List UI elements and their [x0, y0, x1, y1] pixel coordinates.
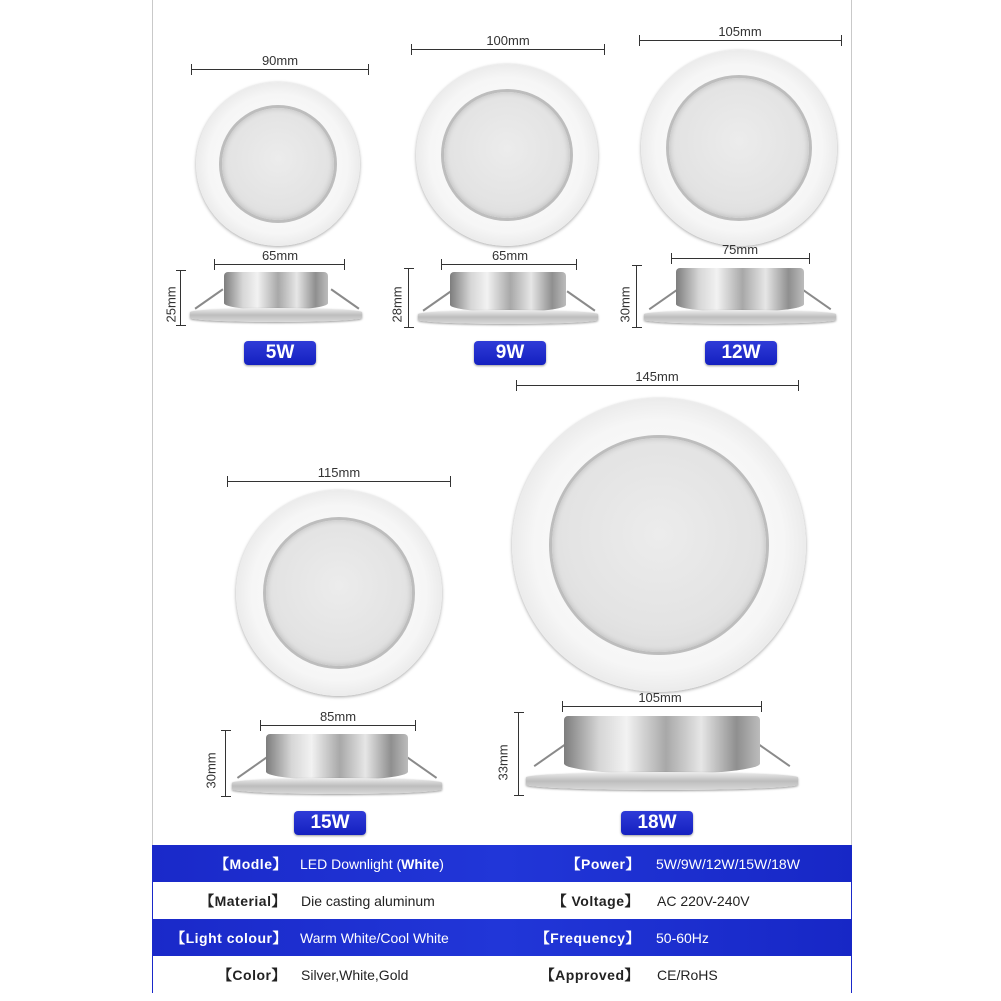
- spec-value-voltage: AC 220V-240V: [657, 892, 750, 909]
- downlight-front-9w: [416, 64, 598, 246]
- spec-row-light-colour: [152, 919, 852, 956]
- height-dim-line: [408, 268, 409, 328]
- power-badge-15w: 15W: [294, 811, 366, 835]
- outer-dim-line: [191, 69, 369, 70]
- can-body: [564, 716, 760, 774]
- outer-dim-label: 105mm: [718, 24, 762, 39]
- power-badge-9w: 9W: [474, 341, 546, 365]
- spring-clip: [405, 755, 437, 778]
- flange: [418, 310, 598, 324]
- spring-clip: [567, 290, 596, 311]
- height-dim-label: 25mm: [163, 286, 179, 323]
- lens: [444, 92, 570, 218]
- can-body: [676, 268, 804, 312]
- spec-value-model: [300, 856, 444, 872]
- cutout-dim-label: 85mm: [319, 709, 357, 724]
- spec-value-color: Silver,White,Gold: [301, 966, 409, 983]
- outer-dim-label: 115mm: [317, 465, 361, 480]
- spec-value-model-text: LED Downlight (: [300, 855, 402, 872]
- cutout-dim-label: 65mm: [491, 248, 529, 263]
- spec-row-material: [152, 882, 852, 919]
- height-dim-line: [180, 270, 181, 326]
- can-body: [266, 734, 408, 780]
- lens: [669, 78, 809, 218]
- spec-row-color: [152, 956, 852, 993]
- spec-value-frequency: 50-60Hz: [656, 929, 709, 946]
- spec-row-model: [152, 845, 852, 882]
- downlight-side-15w: [230, 730, 444, 800]
- height-dim-line: [225, 730, 226, 797]
- spring-clip: [331, 288, 360, 309]
- outer-dim-line: [227, 481, 451, 482]
- spring-clip: [423, 290, 452, 311]
- flange: [190, 308, 362, 322]
- spec-value-model-close: ): [439, 855, 444, 872]
- can-body: [450, 272, 566, 312]
- cutout-dim-label: 75mm: [721, 242, 759, 257]
- spec-key-light-colour: 【Light colour】: [171, 929, 287, 946]
- spec-value-model-color: White: [401, 855, 440, 872]
- spec-key-voltage: 【 Voltage】: [552, 892, 639, 909]
- lens: [266, 520, 412, 666]
- spec-table: [152, 845, 852, 993]
- cutout-dim-line: [562, 706, 762, 707]
- height-dim-line: [636, 265, 637, 328]
- frame-line-left: [152, 0, 153, 845]
- height-dim-line: [518, 712, 519, 796]
- flange: [526, 772, 798, 790]
- spec-key-model: 【Modle】: [215, 855, 287, 872]
- outer-dim-label: 145mm: [635, 369, 679, 384]
- can-body: [224, 272, 328, 310]
- spring-clip: [649, 288, 680, 310]
- power-badge-18w: 18W: [621, 811, 693, 835]
- cutout-dim-line: [260, 725, 416, 726]
- cutout-dim-line: [214, 264, 345, 265]
- downlight-front-15w: [236, 490, 442, 696]
- flange: [644, 310, 836, 324]
- power-badge-12w: 12W: [705, 341, 777, 365]
- power-badge-5w: 5W: [244, 341, 316, 365]
- spec-key-approved: 【Approved】: [540, 966, 639, 983]
- spec-value-light-colour: Warm White/Cool White: [300, 929, 449, 946]
- frame-line-right: [851, 0, 852, 845]
- spec-value-power: 5W/9W/12W/15W/18W: [656, 855, 800, 872]
- height-dim-label: 30mm: [203, 752, 219, 789]
- downlight-front-5w: [196, 82, 360, 246]
- cutout-dim-label: 65mm: [261, 248, 299, 263]
- height-dim-label: 30mm: [617, 286, 633, 323]
- outer-dim-line: [411, 49, 605, 50]
- outer-dim-line: [516, 385, 799, 386]
- outer-dim-line: [639, 40, 842, 41]
- lens: [552, 438, 766, 652]
- outer-dim-label: 90mm: [261, 53, 299, 68]
- downlight-side-5w: [186, 268, 366, 328]
- cutout-dim-line: [441, 264, 577, 265]
- downlight-front-12w: [641, 50, 837, 246]
- spec-value-approved: CE/RoHS: [657, 966, 718, 983]
- downlight-side-9w: [414, 268, 602, 330]
- downlight-side-12w: [642, 264, 838, 330]
- cutout-dim-line: [671, 258, 810, 259]
- flange: [232, 778, 442, 794]
- spring-clip: [801, 288, 832, 310]
- spec-key-material: 【Material】: [200, 892, 286, 909]
- spec-key-power: 【Power】: [566, 855, 640, 872]
- height-dim-label: 33mm: [495, 744, 511, 781]
- spec-key-frequency: 【Frequency】: [535, 929, 640, 946]
- downlight-front-18w: [512, 398, 806, 692]
- outer-dim-label: 100mm: [486, 33, 530, 48]
- height-dim-label: 28mm: [389, 286, 405, 323]
- spec-value-material: Die casting aluminum: [301, 892, 435, 909]
- spring-clip: [237, 755, 269, 778]
- cutout-dim-label: 105mm: [638, 690, 682, 705]
- spec-key-color: 【Color】: [217, 966, 286, 983]
- spring-clip: [195, 288, 224, 309]
- downlight-side-18w: [524, 712, 800, 798]
- lens: [222, 108, 334, 220]
